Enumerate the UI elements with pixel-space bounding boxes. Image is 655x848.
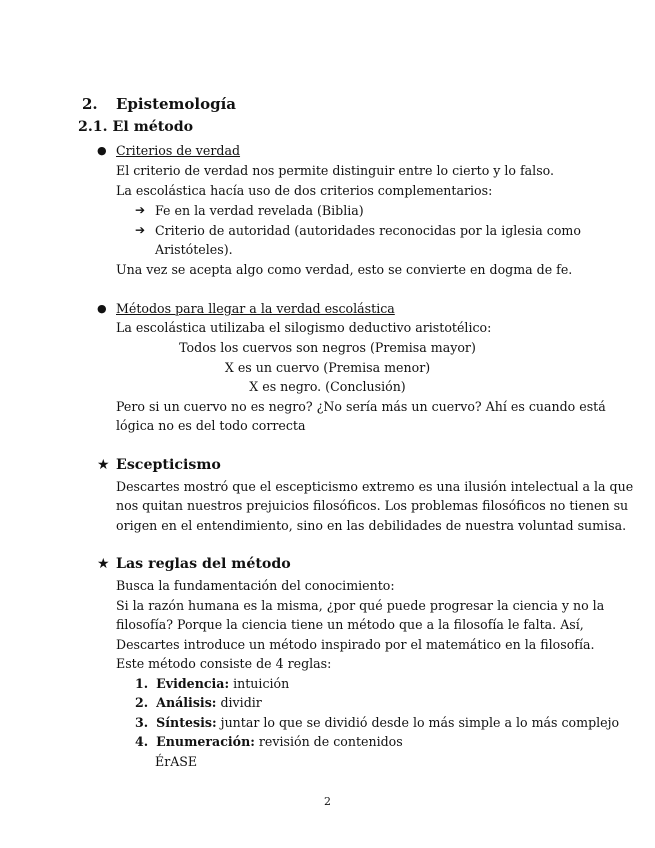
escepticismo-title: Escepticismo xyxy=(116,457,221,473)
rule-term: Análisis: xyxy=(156,695,217,710)
rule-number: 3. xyxy=(135,715,149,730)
arrow-icon: ➔ xyxy=(135,203,146,217)
reglas-line: Descartes introduce un método inspirado por el matemático en la filosofía. xyxy=(116,637,595,652)
criterios-line: Una vez se acepta algo como verdad, esto se convierte en dogma de fe. xyxy=(116,262,573,277)
rule-term: Enumeración: xyxy=(156,734,255,749)
rule-number: 2. xyxy=(135,695,149,710)
criterios-line: La escolástica hacía uso de dos criterios complementarios: xyxy=(116,183,493,198)
escepticismo-paragraph: origen en el entendimiento, sino en las debilidades de nuestra voluntad sumisa. xyxy=(116,518,627,533)
escepticismo-paragraph: nos quitan nuestros prejuicios filosóficos. Los problemas filosóficos no tienen su xyxy=(116,498,629,513)
subsection-title: 2.1. El método xyxy=(78,119,194,135)
reglas-line: Este método consiste de 4 reglas: xyxy=(116,656,332,671)
metodos-paragraph: Pero si un cuervo no es negro? ¿No sería más un cuervo? Ahí es cuando está xyxy=(116,399,606,414)
page-number: 2 xyxy=(324,795,331,808)
section-title: Epistemología xyxy=(116,95,237,113)
reglas-line: filosofía? Porque la ciencia tiene un método que a la filosofía le falta. Así, xyxy=(116,617,584,632)
star-icon: ★ xyxy=(97,457,110,473)
rule-number: 4. xyxy=(135,734,149,749)
rule-term: Síntesis: xyxy=(156,715,217,730)
syllogism-line: X es un cuervo (Premisa menor) xyxy=(224,360,431,375)
criterios-arrow-item: Criterio de autoridad (autoridades reconocidas por la iglesia como xyxy=(155,223,581,238)
criterios-arrow-item-cont: Aristóteles). xyxy=(155,242,233,257)
reglas-line: Busca la fundamentación del conocimiento: xyxy=(116,578,395,593)
criterios-arrow-item: Fe en la verdad revelada (Biblia) xyxy=(155,203,364,218)
rule-item xyxy=(135,732,403,752)
rule-item xyxy=(135,713,619,733)
bullet-icon: ● xyxy=(97,144,107,157)
metodos-paragraph: lógica no es del todo correcta xyxy=(116,418,306,433)
mnemonic: ÉrASE xyxy=(155,754,198,769)
section-number: 2. xyxy=(82,95,98,113)
syllogism-line: Todos los cuervos son negros (Premisa mayor) xyxy=(179,340,476,355)
arrow-icon: ➔ xyxy=(135,223,146,237)
rule-desc: juntar lo que se dividió desde lo más simple a lo más complejo xyxy=(216,715,620,730)
metodos-intro: La escolástica utilizaba el silogismo deductivo aristotélico: xyxy=(116,320,492,335)
rule-item xyxy=(135,693,262,713)
star-icon: ★ xyxy=(97,556,110,572)
bullet-icon: ● xyxy=(97,302,107,315)
metodos-heading: Métodos para llegar a la verdad escolástica xyxy=(116,301,395,316)
criterios-line: El criterio de verdad nos permite distinguir entre lo cierto y lo falso. xyxy=(116,163,555,178)
rule-desc: intuición xyxy=(229,676,290,691)
escepticismo-paragraph: Descartes mostró que el escepticismo extremo es una ilusión intelectual a la que xyxy=(116,479,634,494)
rule-desc: dividir xyxy=(216,695,262,710)
reglas-line: Si la razón humana es la misma, ¿por qué puede progresar la ciencia y no la xyxy=(116,598,605,613)
rule-desc: revisión de contenidos xyxy=(254,734,403,749)
reglas-title: Las reglas del método xyxy=(116,556,291,572)
criterios-heading: Criterios de verdad xyxy=(116,143,241,158)
rule-term: Evidencia: xyxy=(156,676,230,691)
rule-item xyxy=(135,674,289,694)
syllogism-line: X es negro. (Conclusión) xyxy=(249,379,406,394)
rule-number: 1. xyxy=(135,676,149,691)
